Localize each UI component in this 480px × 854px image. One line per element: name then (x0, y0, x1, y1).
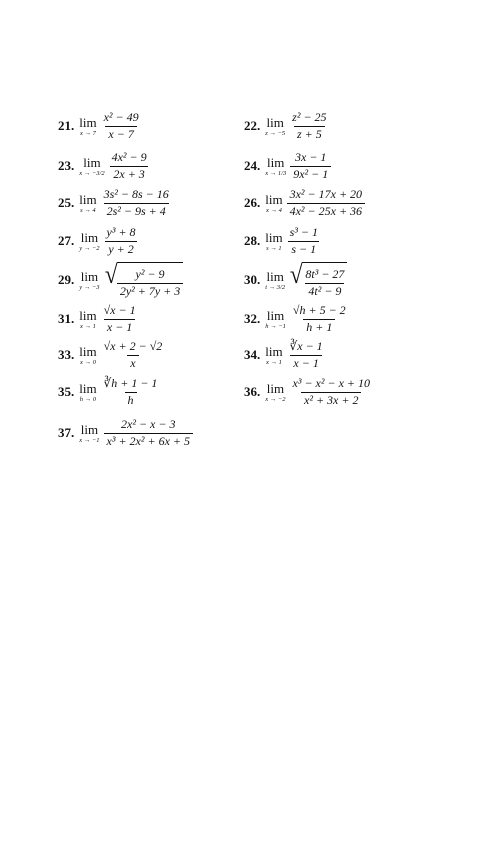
denominator: x (127, 355, 138, 371)
denominator: 2y² + 7y + 3 (117, 283, 183, 299)
problem-31 (58, 304, 139, 335)
limit-approach: y → −2 (79, 244, 100, 252)
problem-36 (244, 377, 373, 408)
problem-23 (58, 151, 150, 182)
problem-number: 32. (244, 311, 261, 327)
problem-number: 23. (58, 158, 75, 174)
fraction (289, 111, 329, 142)
problem-32 (244, 304, 349, 335)
problem-number: 29. (58, 272, 75, 288)
limit-operator (79, 116, 96, 138)
problem-number: 35. (58, 384, 75, 400)
lim-label: lim (79, 191, 97, 207)
denominator: x − 1 (104, 319, 135, 335)
fraction (117, 268, 183, 299)
numerator: y³ + 8 (106, 225, 136, 239)
limit-operator (79, 156, 104, 178)
numerator: z² − 25 (292, 110, 327, 124)
fraction (290, 304, 349, 335)
lim-label: lim (265, 343, 283, 359)
limit-approach: x → −3/2 (79, 169, 105, 177)
limit-approach: x → 7 (79, 129, 96, 137)
limit-approach: s → 4 (80, 206, 96, 214)
denominator: z + 5 (294, 126, 325, 142)
numerator: x² − 49 (103, 110, 139, 124)
problem-number: 34. (244, 347, 261, 363)
lim-label: lim (266, 114, 284, 130)
denominator: x − 7 (105, 126, 136, 142)
limit-operator (265, 309, 286, 331)
problem-number: 36. (244, 384, 261, 400)
problem-29 (58, 262, 183, 299)
problem-25 (58, 188, 172, 219)
fraction (290, 377, 373, 408)
problem-37 (58, 418, 193, 449)
radicand (117, 262, 183, 299)
denominator: h + 1 (303, 319, 335, 335)
denominator: x³ + 2x² + 6x + 5 (104, 433, 193, 449)
problem-number: 37. (58, 425, 75, 441)
problem-30 (244, 262, 347, 299)
limit-operator (265, 193, 282, 215)
problem-number: 22. (244, 118, 261, 134)
radical-sign: √ (289, 260, 303, 289)
problem-number: 31. (58, 311, 75, 327)
limit-approach: x → −1 (79, 436, 100, 444)
limit-operator (265, 116, 285, 138)
lim-label: lim (79, 307, 97, 323)
numerator: s³ − 1 (289, 225, 318, 239)
problem-33 (58, 340, 165, 371)
denominator: x − 1 (290, 355, 321, 371)
fraction (104, 418, 193, 449)
problem-number: 33. (58, 347, 75, 363)
problem-number: 28. (244, 233, 261, 249)
square-root (289, 262, 347, 299)
limit-approach: t → 3/2 (265, 283, 286, 291)
fraction (290, 151, 331, 182)
lim-label: lim (80, 421, 99, 437)
radical-sign: √ (104, 260, 118, 289)
numerator: 8t³ − 27 (305, 267, 345, 281)
denominator: s − 1 (288, 241, 319, 257)
limit-approach: h → −1 (265, 322, 286, 330)
limit-operator (79, 345, 96, 367)
limit-approach: x → 1 (265, 358, 282, 366)
denominator: x² + 3x + 2 (301, 392, 361, 408)
fraction (287, 226, 321, 257)
numerator: √x − 1 (103, 303, 136, 317)
fraction (109, 151, 150, 182)
limit-operator (79, 231, 99, 253)
numerator: ∛x − 1 (289, 339, 323, 353)
lim-label: lim (83, 154, 101, 170)
lim-label: lim (267, 154, 285, 170)
problem-24 (244, 151, 331, 182)
limit-approach: x → 0 (79, 358, 96, 366)
problem-number: 21. (58, 118, 75, 134)
problem-number: 30. (244, 272, 261, 288)
lim-label: lim (266, 268, 284, 284)
lim-label: lim (80, 268, 99, 284)
limit-operator (79, 270, 99, 292)
fraction (302, 268, 347, 299)
numerator: x³ − x² − x + 10 (292, 376, 370, 390)
numerator: y² − 9 (135, 267, 165, 281)
fraction (101, 304, 139, 335)
fraction (101, 188, 172, 219)
limit-approach: x → 1/3 (265, 169, 287, 177)
numerator: 2x² − x − 3 (121, 417, 176, 431)
limit-approach: x → 4 (265, 206, 282, 214)
limit-approach: s → 1 (266, 244, 282, 252)
lim-label: lim (265, 191, 283, 207)
limit-approach: x → −2 (265, 395, 286, 403)
problem-35 (58, 377, 160, 408)
lim-label: lim (79, 380, 97, 396)
limit-approach: y → −3 (79, 283, 100, 291)
problem-21 (58, 111, 142, 142)
denominator: 2s² − 9s + 4 (104, 203, 169, 219)
lim-label: lim (80, 229, 99, 245)
problem-number: 25. (58, 195, 75, 211)
denominator: h (125, 392, 137, 408)
denominator: 9x² − 1 (290, 166, 331, 182)
limit-operator (79, 193, 96, 215)
denominator: 4x² − 25x + 36 (287, 203, 365, 219)
denominator: 4t² − 9 (305, 283, 344, 299)
denominator: 2x + 3 (110, 166, 147, 182)
numerator: √h + 5 − 2 (292, 303, 346, 317)
numerator: √x + 2 − √2 (103, 339, 163, 353)
fraction (101, 377, 161, 408)
square-root (104, 262, 184, 299)
limit-operator (79, 423, 99, 445)
lim-label: lim (265, 229, 283, 245)
numerator: ∛h + 1 − 1 (103, 376, 158, 390)
numerator: 4x² − 9 (111, 150, 147, 164)
lim-label: lim (79, 343, 97, 359)
problem-number: 27. (58, 233, 75, 249)
problem-34 (244, 340, 326, 371)
fraction (287, 340, 326, 371)
limit-approach: z → −5 (265, 129, 286, 137)
problem-22 (244, 111, 330, 142)
limit-approach: x → 1 (79, 322, 96, 330)
problem-number: 26. (244, 195, 261, 211)
fraction (104, 226, 139, 257)
limit-operator (265, 270, 285, 292)
problem-number: 24. (244, 158, 261, 174)
fraction (287, 188, 365, 219)
limit-operator (79, 309, 96, 331)
problem-27 (58, 226, 139, 257)
limit-operator (265, 345, 282, 367)
problem-26 (244, 188, 365, 219)
problem-28 (244, 226, 321, 257)
denominator: y + 2 (105, 241, 136, 257)
lim-label: lim (79, 114, 97, 130)
limit-approach: h → 0 (79, 395, 97, 403)
lim-label: lim (266, 307, 285, 323)
limit-operator (79, 382, 96, 404)
limit-operator (265, 231, 282, 253)
numerator: 3x − 1 (295, 150, 327, 164)
numerator: 3x² − 17x + 20 (289, 187, 363, 201)
radicand (302, 262, 347, 299)
fraction (101, 111, 142, 142)
lim-label: lim (266, 380, 285, 396)
limit-operator (265, 382, 285, 404)
numerator: 3s² − 8s − 16 (103, 187, 169, 201)
limit-operator (265, 156, 286, 178)
fraction (101, 340, 166, 371)
